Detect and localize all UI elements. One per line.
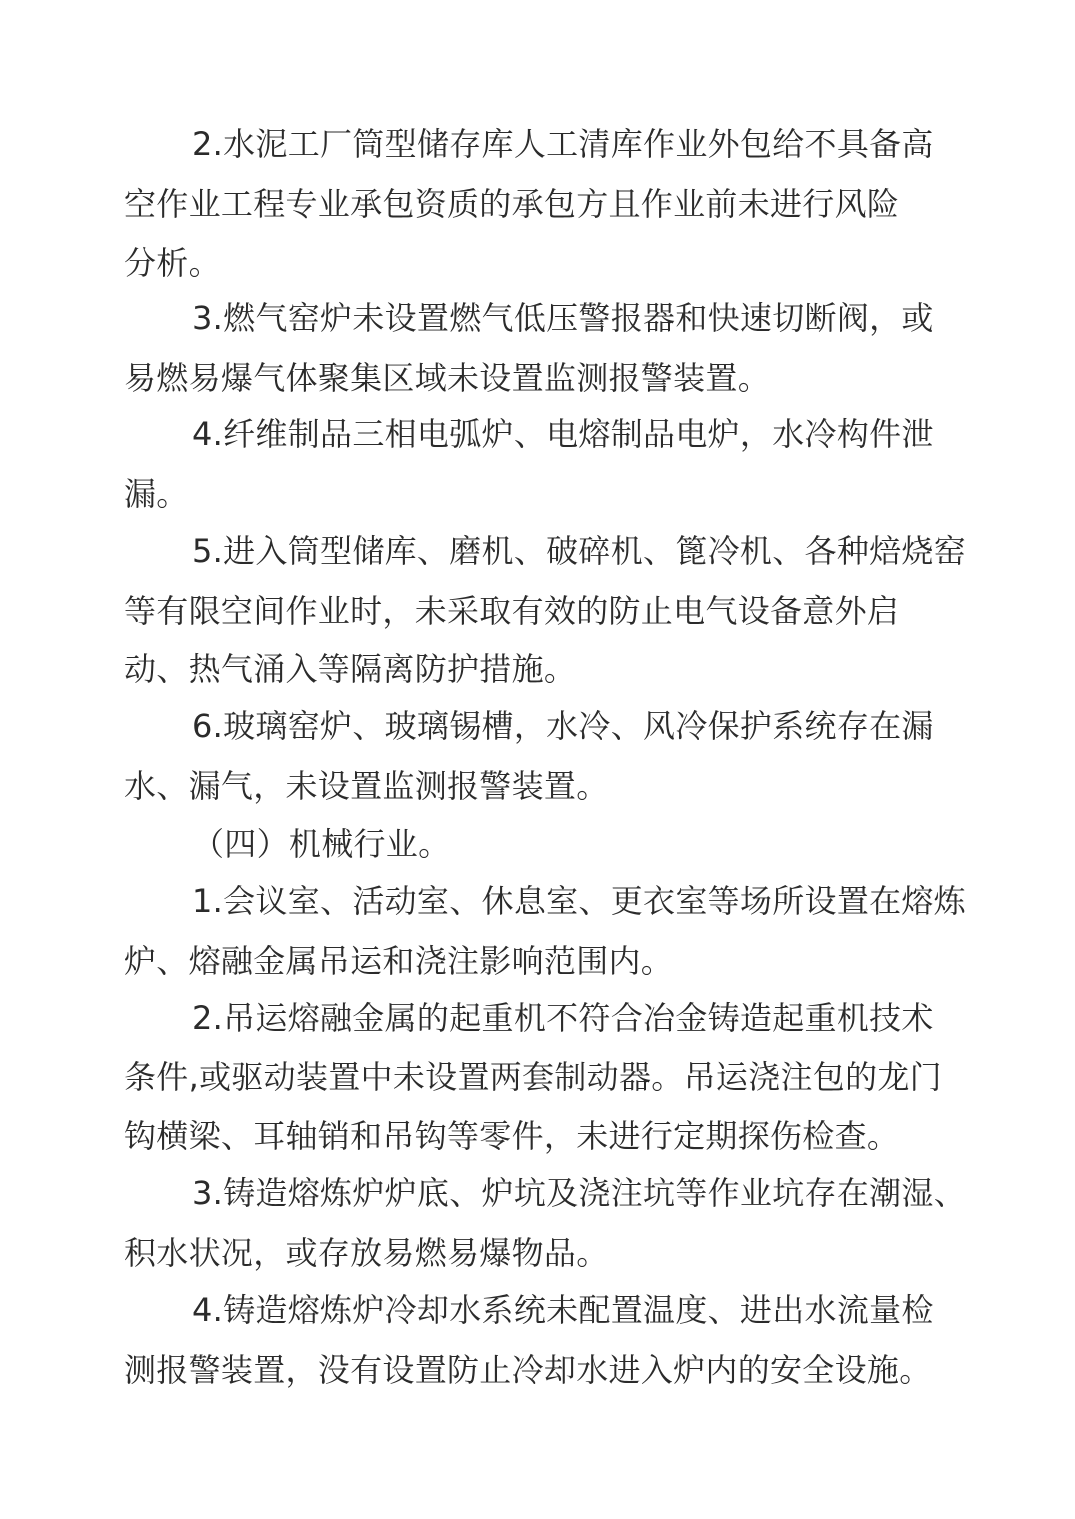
text-line: 5.进入筒型储库、磨机、破碎机、篦冷机、各种焙烧窑 bbox=[192, 532, 967, 570]
text-line: 动、热气涌入等隔离防护措施。 bbox=[124, 650, 577, 688]
text-line: 分析。 bbox=[124, 244, 221, 282]
text-line: 漏。 bbox=[124, 475, 189, 513]
text-line: 易燃易爆气体聚集区域未设置监测报警装置。 bbox=[124, 359, 771, 397]
text-line: 积水状况，或存放易燃易爆物品。 bbox=[124, 1234, 609, 1272]
text-line: 炉、熔融金属吊运和浇注影响范围内。 bbox=[124, 942, 674, 980]
text-line: 3.铸造熔炼炉炉底、炉坑及浇注坑等作业坑存在潮湿、 bbox=[192, 1174, 967, 1212]
text-line: 测报警装置，没有设置防止冷却水进入炉内的安全设施。 bbox=[124, 1351, 932, 1389]
text-line: 空作业工程专业承包资质的承包方且作业前未进行风险 bbox=[124, 185, 900, 223]
text-line: 3.燃气窑炉未设置燃气低压警报器和快速切断阀，或 bbox=[192, 299, 934, 337]
text-line: 水、漏气，未设置监测报警装置。 bbox=[124, 767, 609, 805]
text-line: 1.会议室、活动室、休息室、更衣室等场所设置在熔炼 bbox=[192, 882, 967, 920]
text-line: 钩横梁、耳轴销和吊钩等零件，未进行定期探伤检查。 bbox=[124, 1117, 900, 1155]
text-line: 2.吊运熔融金属的起重机不符合冶金铸造起重机技术 bbox=[192, 999, 934, 1037]
text-line: 等有限空间作业时，未采取有效的防止电气设备意外启 bbox=[124, 592, 900, 630]
text-line: 6.玻璃窑炉、玻璃锡槽，水冷、风冷保护系统存在漏 bbox=[192, 707, 934, 745]
text-line: 4.铸造熔炼炉冷却水系统未配置温度、进出水流量检 bbox=[192, 1291, 934, 1329]
text-line: 4.纤维制品三相电弧炉、电熔制品电炉，水冷构件泄 bbox=[192, 415, 934, 453]
section-heading: （四）机械行业。 bbox=[192, 825, 451, 863]
text-line: 2.水泥工厂筒型储存库人工清库作业外包给不具备高 bbox=[192, 125, 934, 163]
text-line: 条件,或驱动装置中未设置两套制动器。吊运浇注包的龙门 bbox=[124, 1058, 942, 1096]
